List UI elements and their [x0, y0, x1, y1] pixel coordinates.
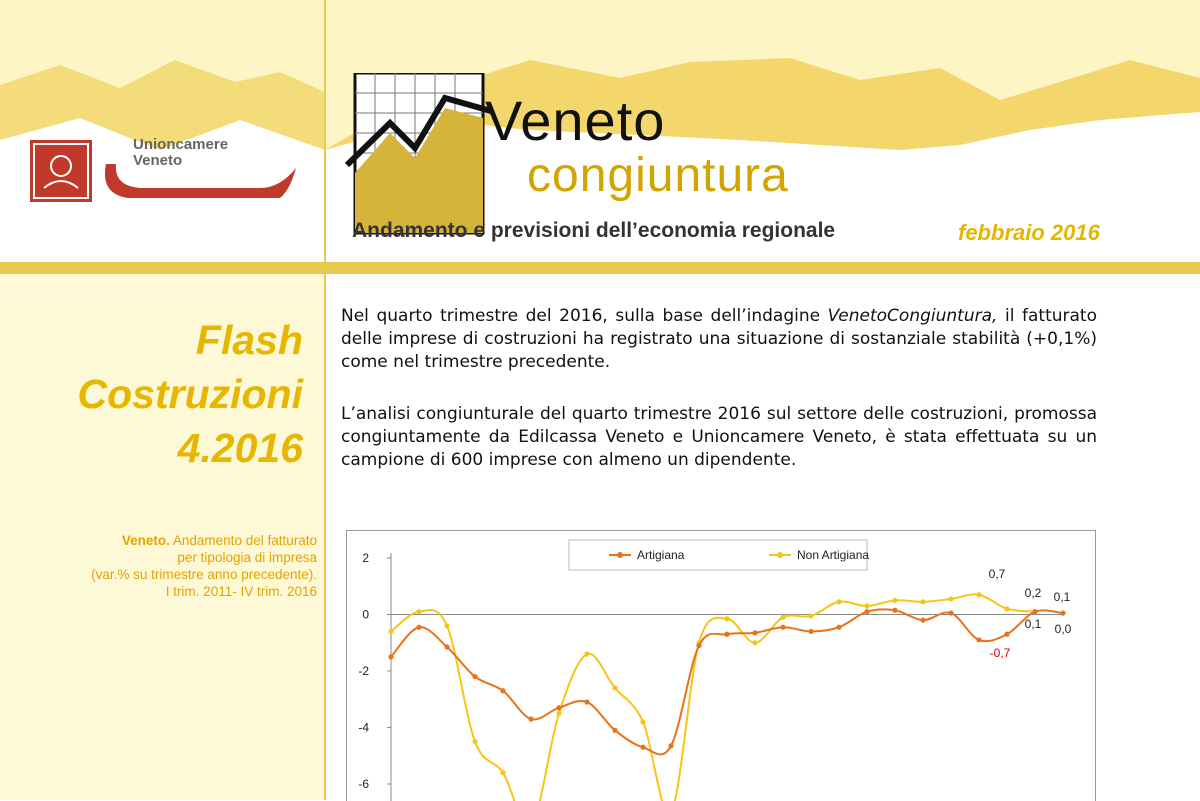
data-point: [892, 608, 897, 613]
data-label: 0,1: [1024, 617, 1042, 631]
data-point: [948, 596, 953, 601]
legend-label: Artigiana: [637, 548, 685, 562]
data-point: [444, 623, 449, 628]
data-point: [1004, 606, 1009, 611]
data-label: 0,7: [988, 567, 1006, 581]
data-point: [976, 637, 981, 642]
data-point: [556, 705, 561, 710]
series-line-non-artigiana: [391, 594, 1035, 801]
flash-title: [78, 313, 303, 475]
y-tick-label: -2: [358, 664, 369, 678]
flash-title-line3: 4.2016: [177, 425, 303, 471]
issue-date: febbraio 2016: [958, 220, 1100, 245]
data-point: [388, 629, 393, 634]
data-label: 0,1: [1053, 590, 1071, 604]
data-point: [528, 716, 533, 721]
data-point: [556, 711, 561, 716]
header-banner: [0, 0, 1200, 266]
data-point: [472, 674, 477, 679]
lion-emblem-icon: [30, 140, 92, 202]
series-line-artigiana: [391, 609, 1063, 754]
data-point: [724, 616, 729, 621]
logo-chart-icon: [345, 73, 495, 243]
paragraph-1: [341, 305, 1097, 374]
data-point: [584, 699, 589, 704]
y-tick-label: -6: [358, 777, 369, 791]
data-point: [864, 603, 869, 608]
data-point: [836, 599, 841, 604]
data-point: [752, 630, 757, 635]
data-label: 0,0: [1054, 622, 1072, 636]
data-point: [948, 610, 953, 615]
paragraph-2: L’analisi congiunturale del quarto trimestre 2016 sul settore delle costruzioni, promossa congiuntamente da Edilcassa Veneto e Unioncamere Veneto, è stata effettuata su un campione di 600 imprese con almeno un dipendente.: [341, 404, 1097, 470]
data-point: [976, 592, 981, 597]
data-point: [1004, 632, 1009, 637]
data-point: [500, 688, 505, 693]
data-point: [444, 644, 449, 649]
data-point: [668, 743, 673, 748]
data-point: [416, 625, 421, 630]
flash-title-line2: Costruzioni: [77, 371, 303, 417]
caption-bold: Veneto.: [121, 533, 170, 548]
header-subtitle: Andamento e previsioni dell’economia regionale: [352, 219, 836, 242]
vertical-divider: [324, 0, 326, 800]
data-point: [584, 651, 589, 656]
data-point: [416, 609, 421, 614]
caption-line2: per tipologia di impresa: [177, 550, 317, 565]
logo-word-congiuntura: congiuntura: [527, 149, 789, 202]
paragraph-1-b: il fatturato delle imprese di costruzioni ha registrato una situazione di sostanziale stabilità (+0,1%) come nel trimestre precedente.: [341, 306, 1097, 372]
data-point: [892, 598, 897, 603]
caption-line1: Andamento del fatturato: [169, 533, 317, 548]
legend-swatch-marker: [617, 552, 623, 558]
caption-line4: I trim. 2011- IV trim. 2016: [165, 584, 317, 599]
data-point: [780, 625, 785, 630]
legend-swatch-marker: [777, 552, 783, 558]
data-point: [640, 719, 645, 724]
data-point: [500, 770, 505, 775]
header-divider: [0, 262, 1200, 274]
data-point: [752, 640, 757, 645]
y-tick-label: 2: [362, 551, 369, 565]
data-point: [920, 599, 925, 604]
paragraph-1-emphasis: VenetoCongiuntura,: [827, 306, 998, 326]
data-point: [724, 632, 729, 637]
data-label: -0,7: [989, 646, 1011, 660]
unioncamere-logo-text: Unioncamere Veneto: [133, 136, 229, 169]
data-point: [388, 654, 393, 659]
data-point: [836, 625, 841, 630]
data-label: 0,2: [1024, 586, 1042, 600]
chart-caption: [30, 532, 317, 600]
chart-svg: [347, 531, 1095, 801]
data-point: [1032, 609, 1037, 614]
data-point: [864, 609, 869, 614]
y-tick-label: -4: [358, 720, 369, 735]
data-point: [808, 613, 813, 618]
logo-word-veneto: Veneto: [485, 89, 666, 152]
data-point: [640, 745, 645, 750]
caption-line3: (var.% su trimestre anno precedente).: [91, 567, 317, 582]
data-point: [472, 739, 477, 744]
data-point: [612, 685, 617, 690]
line-chart: [346, 530, 1096, 801]
data-point: [780, 615, 785, 620]
unioncamere-swoosh-icon: [100, 160, 300, 205]
data-point: [696, 643, 701, 648]
data-point: [920, 618, 925, 623]
data-point: [808, 629, 813, 634]
flash-title-line1: Flash: [195, 317, 303, 363]
data-point: [1060, 610, 1065, 615]
legend-label: Non Artigiana: [797, 548, 870, 562]
y-tick-label: 0: [362, 607, 369, 622]
paragraph-1-a: Nel quarto trimestre del 2016, sulla base dell’indagine: [341, 306, 828, 326]
data-point: [612, 728, 617, 733]
